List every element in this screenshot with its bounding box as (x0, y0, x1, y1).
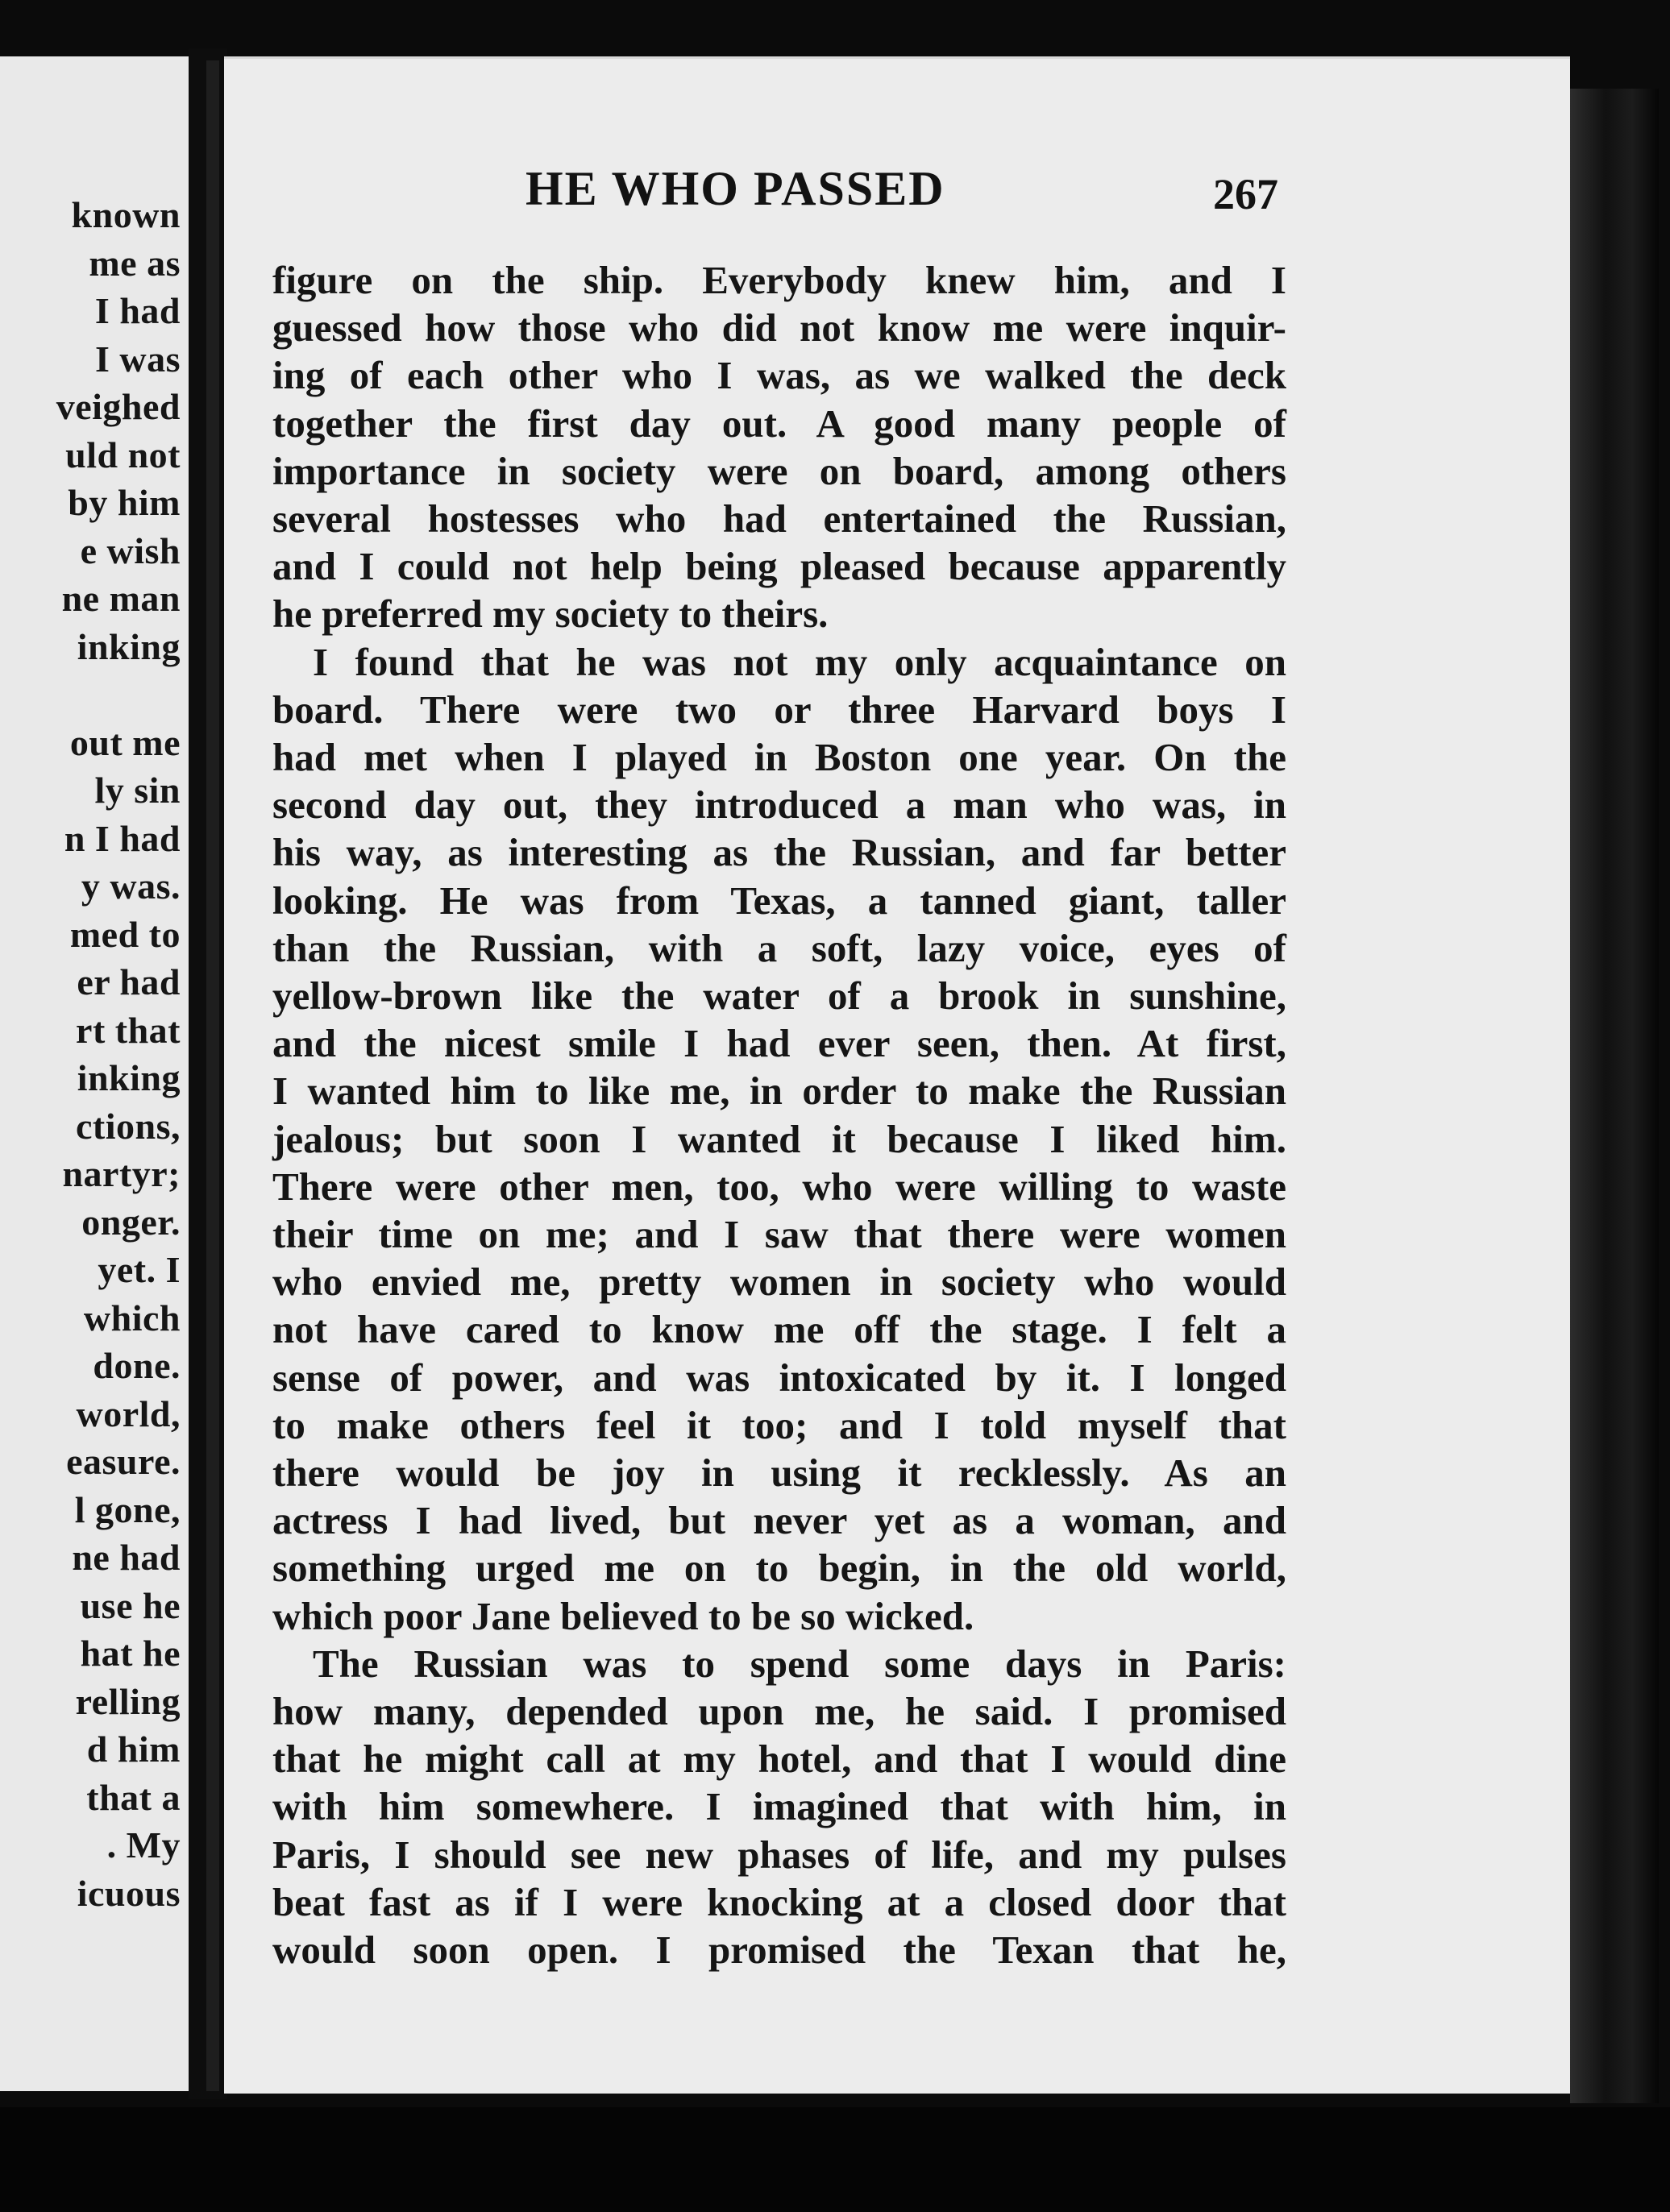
body-line: beat fast as if I were knocking at a closed door that (272, 1879, 1286, 1924)
page-number: 267 (1213, 170, 1278, 218)
left-page-line: . My (106, 1824, 181, 1865)
body-line: importance in society were on board, among others (272, 448, 1286, 493)
left-page-line: e wish (80, 529, 181, 571)
body-line: he preferred my society to theirs. (272, 591, 829, 637)
body-line: than the Russian, with a soft, lazy voice, eyes of (272, 925, 1286, 970)
body-line: and I could not help being pleased because apparently (272, 544, 1286, 589)
body-line: to make others feel it too; and I told myself that (272, 1402, 1286, 1447)
left-page-line: known (71, 194, 181, 235)
body-line: not have cared to know me off the stage. I felt a (272, 1307, 1286, 1352)
left-page-line: hat he (80, 1633, 181, 1674)
running-head: HE WHO PASSED (526, 162, 945, 215)
body-line: who envied me, pretty women in society who would (272, 1260, 1286, 1305)
body-line: The Russian was to spend some days in Paris: (313, 1641, 1286, 1686)
left-page-line: rt that (76, 1009, 181, 1051)
body-line: I found that he was not my only acquaintance on (313, 639, 1286, 684)
left-page-line: l gone, (74, 1488, 181, 1530)
body-line: jealous; but soon I wanted it because I liked him. (272, 1116, 1286, 1161)
left-page-line: veighed (56, 386, 181, 427)
left-page-line: out me (69, 721, 181, 763)
body-line: ing of each other who I was, as we walked the deck (272, 353, 1286, 398)
body-line: Paris, I should see new phases of life, and my pulses (272, 1832, 1286, 1877)
body-line: and the nicest smile I had ever seen, then. At first, (272, 1021, 1286, 1066)
body-line: would soon open. I promised the Texan that he, (272, 1928, 1286, 1972)
body-line: second day out, they introduced a man who was, in (272, 782, 1286, 828)
left-page-line: me as (89, 242, 181, 284)
body-line: board. There were two or three Harvard boys I (272, 687, 1286, 732)
left-page-line: onger. (81, 1201, 181, 1243)
previous-page-fragment (0, 56, 189, 2091)
body-line: figure on the ship. Everybody knew him, and I (272, 258, 1286, 302)
left-page-line: easure. (66, 1441, 181, 1482)
left-page-line: which (83, 1297, 181, 1338)
left-page-line: world, (76, 1392, 181, 1434)
left-page-line: relling (75, 1680, 181, 1722)
body-line: there would be joy in using it recklessly. As an (272, 1450, 1286, 1495)
left-page-line: icuous (77, 1872, 181, 1914)
body-line: yellow-brown like the water of a brook in sunshine, (272, 973, 1286, 1018)
body-line: how many, depended upon me, he said. I promised (272, 1689, 1286, 1733)
left-page-line: med to (69, 913, 181, 955)
left-page-line: n I had (64, 817, 181, 859)
left-page-line: inking (77, 625, 181, 667)
left-page-line: by him (68, 482, 181, 523)
body-line: I wanted him to like me, in order to make the Russian (272, 1069, 1286, 1114)
body-line: something urged me on to begin, in the old world, (272, 1546, 1286, 1591)
body-line: with him somewhere. I imagined that with him, in (272, 1784, 1286, 1829)
body-line: looking. He was from Texas, a tanned giant, taller (272, 878, 1286, 923)
page-stack-edge (1570, 89, 1659, 2103)
body-line: their time on me; and I saw that there were women (272, 1212, 1286, 1256)
left-page-line: nartyr; (62, 1153, 181, 1194)
left-page-line: yet. I (98, 1249, 181, 1290)
body-line: his way, as interesting as the Russian, and far better (272, 830, 1286, 875)
left-page-line: done. (93, 1345, 181, 1386)
left-page-line: ctions, (76, 1105, 181, 1147)
gutter-shadow (206, 60, 219, 2091)
left-page-line: d him (86, 1729, 181, 1770)
left-page-line: ly sin (94, 770, 181, 811)
body-line: which poor Jane believed to be so wicked. (272, 1593, 974, 1638)
left-page-line: I had (94, 290, 181, 331)
body-line: actress I had lived, but never yet as a woman, and (272, 1498, 1286, 1543)
left-page-line: uld not (65, 434, 181, 475)
left-page-line: inking (77, 1057, 181, 1098)
body-line: several hostesses who had entertained the Russian, (272, 496, 1286, 541)
body-line: together the first day out. A good many people of (272, 400, 1286, 446)
left-page-line: use he (80, 1584, 181, 1626)
left-page-line: that a (86, 1776, 181, 1818)
left-page-line: ne man (61, 578, 181, 619)
body-line: that he might call at my hotel, and that I would dine (272, 1737, 1286, 1782)
body-line: There were other men, too, who were willing to waste (272, 1164, 1286, 1209)
scan-bottom-border (0, 2107, 1670, 2212)
body-line: had met when I played in Boston one year. On the (272, 735, 1286, 779)
body-line: guessed how those who did not know me were inquir- (272, 305, 1286, 351)
left-page-line: er had (77, 961, 181, 1002)
left-page-line: y was. (81, 865, 181, 907)
body-line: sense of power, and was intoxicated by it. I longed (272, 1355, 1286, 1400)
left-page-line: I was (94, 338, 181, 380)
left-page-line: ne had (72, 1537, 181, 1578)
